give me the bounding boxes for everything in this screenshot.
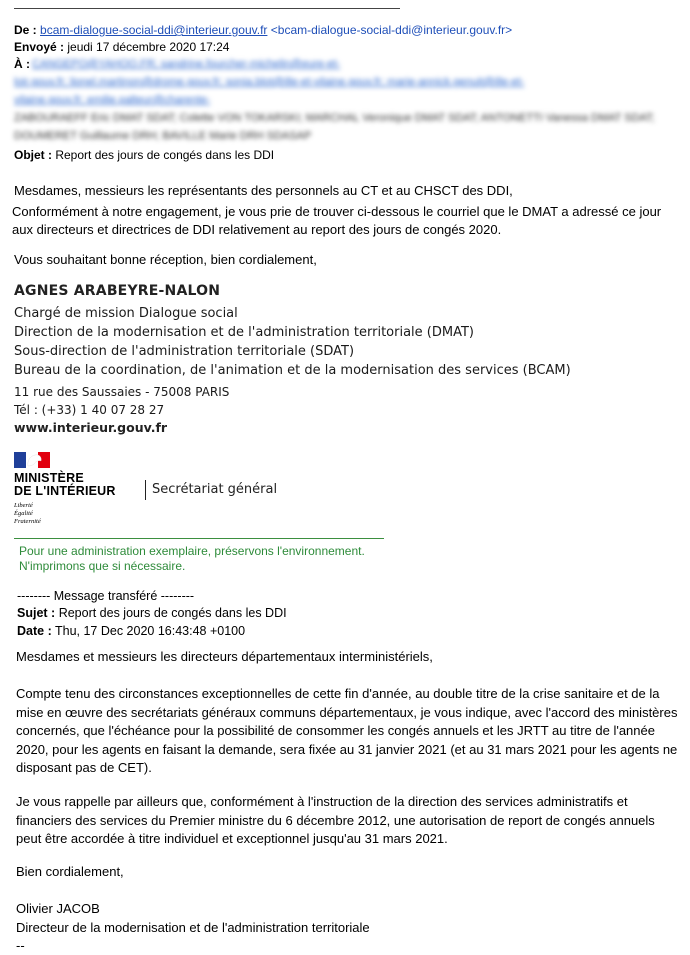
logo-divider (145, 480, 146, 500)
forwarded-marker: -------- Message transféré -------- (17, 589, 195, 603)
ministry-name-line2: DE L'INTÉRIEUR (14, 484, 116, 498)
signature-line-dmat: Direction de la modernisation et de l'administration territoriale (DMAT) (14, 325, 474, 340)
forwarded-para2-line: financiers des services du Premier ministre du 6 décembre 2012, une autorisation de report de congés annuels (16, 812, 655, 828)
eco-rule (14, 538, 384, 539)
from-row (14, 22, 512, 38)
subject-label: Objet : (14, 148, 52, 162)
to-recipients-blurred-1: CANGEPO@YAHOO.FR; sandrine.fourcher-michelin@eure-et- (32, 58, 341, 70)
ministry-logo (14, 452, 314, 532)
motto-egalite: Égalité (14, 510, 33, 517)
subject-row (14, 147, 274, 163)
subject-value: Report des jours de congés dans les DDI (55, 148, 275, 162)
signature-name: AGNES ARABEYRE-NALON (14, 283, 221, 299)
ministry-name-line1: MINISTÈRE (14, 471, 84, 485)
forwarded-subject-value: Report des jours de congés dans les DDI (58, 606, 287, 620)
header-top-rule (14, 8, 400, 9)
secretariat-label: Secrétariat général (152, 482, 278, 497)
forwarded-signer-title: Directeur de la modernisation et de l'administration territoriale (16, 920, 370, 935)
signature-phone: Tél : (+33) 1 40 07 28 27 (14, 403, 165, 417)
from-display-address[interactable]: <bcam-dialogue-social-ddi@interieur.gouv.fr> (270, 23, 513, 37)
forwarded-para2 (16, 793, 655, 849)
forwarded-closing: Bien cordialement, (16, 864, 124, 879)
message-closing: Vous souhaitant bonne réception, bien cordialement, (14, 252, 317, 267)
to-recipients-blurred-2: loir.gouv.fr; lionel.martinon@drome.gouv.fr; sonia.blot@ille-et-vilaine.gouv.fr; marie-annick.genuit@ille-et- (14, 76, 525, 88)
signature-role: Chargé de mission Dialogue social (14, 306, 238, 321)
forwarded-date-row (17, 623, 245, 639)
forwarded-sig-separator: -- (16, 938, 25, 953)
forwarded-greeting: Mesdames et messieurs les directeurs départementaux interministériels, (16, 649, 433, 664)
signature-website[interactable]: www.interieur.gouv.fr (14, 420, 168, 435)
from-address-link[interactable]: bcam-dialogue-social-ddi@interieur.gouv.fr (40, 23, 268, 37)
sent-value: jeudi 17 décembre 2020 17:24 (67, 40, 230, 54)
eco-notice-line2: N'imprimons que si nécessaire. (19, 559, 186, 573)
forwarded-date-label: Date : (17, 624, 52, 638)
marianne-flag-icon (14, 452, 50, 468)
to-recipients-blurred-3: vilaine.gouv.fr; emilie.palteur@charente- (14, 94, 211, 106)
motto-liberte: Liberté (14, 502, 33, 509)
forwarded-para1-line: mise en œuvre des secrétariats généraux communs départementaux, je vous indique, avec l'accord des ministères (16, 704, 678, 720)
motto-fraternite: Fraternité (14, 518, 41, 525)
forwarded-para1-line: 2020, pour les agents en faisant la demande, sera fixée au 31 janvier 2021 (et au 31 mars 2021 pour les agents ne (16, 741, 678, 757)
to-label: À : (14, 57, 30, 71)
forwarded-signer-name: Olivier JACOB (16, 901, 100, 916)
signature-address: 11 rue des Saussaies - 75008 PARIS (14, 385, 230, 399)
eco-notice-line1: Pour une administration exemplaire, préservons l'environnement. (19, 544, 365, 558)
forwarded-para1-line: disposant pas de CET). (16, 760, 152, 775)
cc-recipients-blurred-1: ZABOURAEFF Eric DMAT SDAT; Colette VON TOKARSKI; MARCHAL Veronique DMAT SDAT; ANTONETTI Vanessa DMAT SDAT; (14, 112, 655, 124)
signature-line-bcam: Bureau de la coordination, de l'animation et de la modernisation des services (BCAM) (14, 363, 571, 378)
sent-label: Envoyé : (14, 40, 65, 54)
forwarded-subject-row (17, 605, 287, 621)
message-para1-line2: aux directeurs et directrices de DDI relativement au report des jours de congés 2020. (12, 222, 502, 237)
forwarded-para1-line: Compte tenu des circonstances exceptionnelles de cette fin d'année, au double titre de la crise sanitaire et de la (16, 686, 660, 701)
message-para1-line1: Conformément à notre engagement, je vous prie de trouver ci-dessous le courriel que le DMAT a adressé ce jour (12, 204, 662, 219)
from-label: De : (14, 23, 37, 37)
forwarded-para2-line: peut être accordée à titre individuel et exceptionnel jusqu'au 31 mars 2021. (16, 831, 448, 846)
flag-blue-band (14, 452, 26, 468)
sent-row (14, 39, 229, 55)
cc-recipients-blurred-2: DOUMERET Guillaume DRH; BAVILLE Marie DRH SDASAP (14, 130, 312, 142)
forwarded-subject-label: Sujet : (17, 606, 56, 620)
forwarded-para2-line: Je vous rappelle par ailleurs que, conformément à l'instruction de la direction des services administratifs et (16, 794, 628, 809)
forwarded-para1 (16, 685, 677, 778)
message-greeting: Mesdames, messieurs les représentants des personnels au CT et au CHSCT des DDI, (14, 183, 513, 198)
forwarded-para1-line: concernés, que l'échéance pour la possibilité de consommer les congés annuels et les JRTT au titre de l'année (16, 723, 655, 738)
signature-line-sdat: Sous-direction de l'administration territoriale (SDAT) (14, 344, 355, 359)
forwarded-date-value: Thu, 17 Dec 2020 16:43:48 +0100 (54, 624, 246, 638)
